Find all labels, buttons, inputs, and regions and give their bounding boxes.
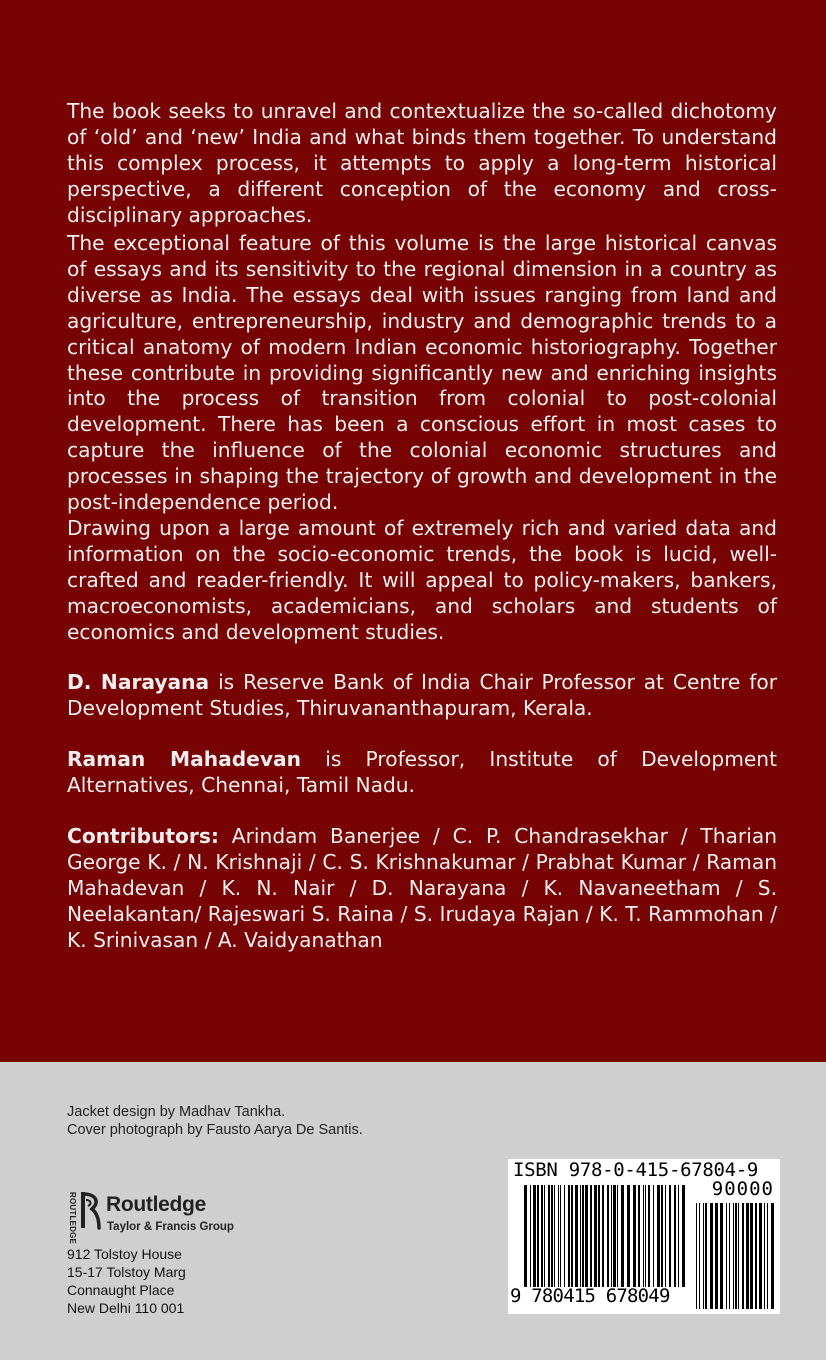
barcode-bar — [699, 1203, 700, 1309]
barcode-bar — [643, 1185, 644, 1287]
barcode-bar — [575, 1185, 578, 1287]
barcode-bar — [541, 1185, 543, 1287]
barcode-bar — [582, 1185, 584, 1287]
editor-bio-2 — [67, 747, 777, 799]
blurb-paragraph-3: Drawing upon a large amount of extremely rich and varied data and information on the socio-economic trends, the book is lucid, well-crafted and reader-friendly. It will appeal to policy-makers, bankers, macroeconomists, academicians, and scholars and students of economics and development studies. — [67, 516, 777, 644]
publisher-name: Routledge — [106, 1193, 206, 1216]
barcode-bar — [669, 1185, 671, 1287]
barcode-bar — [653, 1185, 654, 1287]
barcode-bar — [738, 1203, 739, 1309]
routledge-logo — [66, 1188, 236, 1245]
barcode-bar — [705, 1203, 707, 1309]
barcode-bar — [696, 1203, 697, 1309]
barcode-bar — [715, 1203, 718, 1309]
address-line: New Delhi 110 001 — [67, 1300, 185, 1316]
barcode-bar — [551, 1185, 553, 1287]
barcode-bar — [746, 1203, 749, 1309]
editor-name: Raman Mahadevan — [67, 747, 302, 771]
barcode-bar — [613, 1185, 616, 1287]
barcode-bar — [648, 1185, 650, 1287]
barcode-bar — [735, 1203, 737, 1309]
barcode-bar — [524, 1185, 527, 1287]
barcode-bar — [720, 1203, 723, 1309]
price-addon-code: 90000 — [711, 1178, 774, 1200]
barcode-bar — [726, 1203, 727, 1309]
barcode-bar — [571, 1185, 573, 1287]
barcode-bar — [638, 1185, 640, 1287]
editor-name: D. Narayana — [67, 670, 210, 694]
publisher-address — [67, 1245, 186, 1317]
barcode-bar — [533, 1185, 536, 1287]
barcode-bar — [633, 1185, 636, 1287]
isbn-barcode — [508, 1159, 780, 1314]
barcode-bar — [602, 1185, 604, 1287]
publisher-group: Taylor & Francis Group — [107, 1221, 234, 1233]
contributors-paragraph — [67, 824, 777, 954]
barcode-bar — [661, 1185, 663, 1287]
barcode-bar — [674, 1185, 676, 1287]
barcode-bar — [607, 1185, 609, 1287]
barcode-bar — [560, 1185, 561, 1287]
editor-bio-1 — [67, 670, 777, 722]
barcode-bar — [755, 1203, 757, 1309]
barcode-bar — [657, 1185, 660, 1287]
contributors-list: Arindam Banerjee / C. P. Chandrasekhar / Tharian George K. / N. Krishnaji / C. S. Krishnakumar / Prabhat Kumar / Raman Mahadevan / K. N. Nair / D. Narayana / K. Navaneetham / S. Neelakantan/ Rajeswari S. Raina / S. Irudaya Rajan / K. T. Rammohan / K. Srinivasan / A. Vaidyanathan — [67, 824, 777, 952]
logo-vertical-wordmark: ROUTLEDGE — [68, 1192, 77, 1245]
barcode-bar — [590, 1185, 592, 1287]
editor-description: is Reserve Bank of India Chair Professor at Centre for Development Studies, Thiruvananthapuram, Kerala. — [67, 670, 777, 720]
barcode-bar — [771, 1203, 774, 1309]
barcode-bar — [594, 1185, 597, 1287]
jacket-design-credit: Jacket design by Madhav Tankha. — [67, 1104, 286, 1120]
barcode-bar — [558, 1185, 559, 1287]
barcode-bar — [564, 1185, 565, 1287]
barcode-bar — [621, 1185, 624, 1287]
editor-description: is Professor, Institute of Development Alternatives, Chennai, Tamil Nadu. — [67, 747, 777, 797]
barcode-bar — [645, 1185, 646, 1287]
barcode-bar — [530, 1185, 531, 1287]
barcode-bar — [665, 1185, 666, 1287]
address-line: 15-17 Tolstoy Marg — [67, 1264, 186, 1280]
address-line: Connaught Place — [67, 1282, 175, 1298]
barcode-bar — [548, 1185, 550, 1287]
barcode-bar — [617, 1185, 618, 1287]
barcode-bar — [742, 1203, 744, 1309]
barcode-bar — [537, 1185, 539, 1287]
barcode-bar — [759, 1203, 762, 1309]
barcode-bar — [703, 1203, 704, 1309]
cover-photo-credit: Cover photograph by Fausto Aarya De Santis. — [67, 1122, 363, 1138]
barcode-bar — [750, 1203, 753, 1309]
barcode-bar — [678, 1185, 679, 1287]
barcode-bar — [733, 1203, 734, 1309]
barcode-bar — [598, 1185, 600, 1287]
blurb-paragraph-1: The book seeks to unravel and contextualize the so-called dichotomy of ‘old’ and ‘new’ India and what binds them together. To understand this complex process, it attempts to apply a long-term historical perspective, a different conception of the economy and cross-disciplinary approaches. — [67, 99, 777, 227]
address-line: 912 Tolstoy House — [67, 1246, 182, 1262]
barcode-bar — [764, 1203, 765, 1309]
barcode-bar — [544, 1185, 545, 1287]
cover-credits — [67, 1103, 363, 1139]
isbn-number: ISBN 978-0-415-67804-9 — [513, 1159, 759, 1181]
barcode-bar — [627, 1185, 630, 1287]
barcode-bar — [710, 1203, 713, 1309]
barcode-bar — [580, 1185, 581, 1287]
barcode-bar — [585, 1185, 588, 1287]
barcode-bar — [568, 1185, 570, 1287]
barcode-bar — [554, 1185, 555, 1287]
routledge-r-icon — [80, 1190, 102, 1230]
barcode-bar — [682, 1185, 685, 1287]
barcode-bar — [611, 1185, 612, 1287]
ean-digits: 9 780415 678049 — [510, 1285, 670, 1307]
blurb-paragraph-2: The exceptional feature of this volume is the large historical canvas of essays and its sensitivity to the regional dimension in a country as diverse as India. The essays deal with issues ranging from land and agriculture, entrepreneurship, industry and demographic trends to a critical anatomy of modern Indian economic historiography. Together these contribute in providing significantly new and enriching insights into the process of transition from colonial to post-colonial development. There has been a conscious effort in most cases to capture the influence of the colonial economic structures and processes in shaping the trajectory of growth and development in the post-independence period. — [67, 231, 777, 515]
barcode-bar — [767, 1203, 768, 1309]
contributors-label: Contributors: — [67, 824, 219, 848]
barcode-bar — [729, 1203, 730, 1309]
